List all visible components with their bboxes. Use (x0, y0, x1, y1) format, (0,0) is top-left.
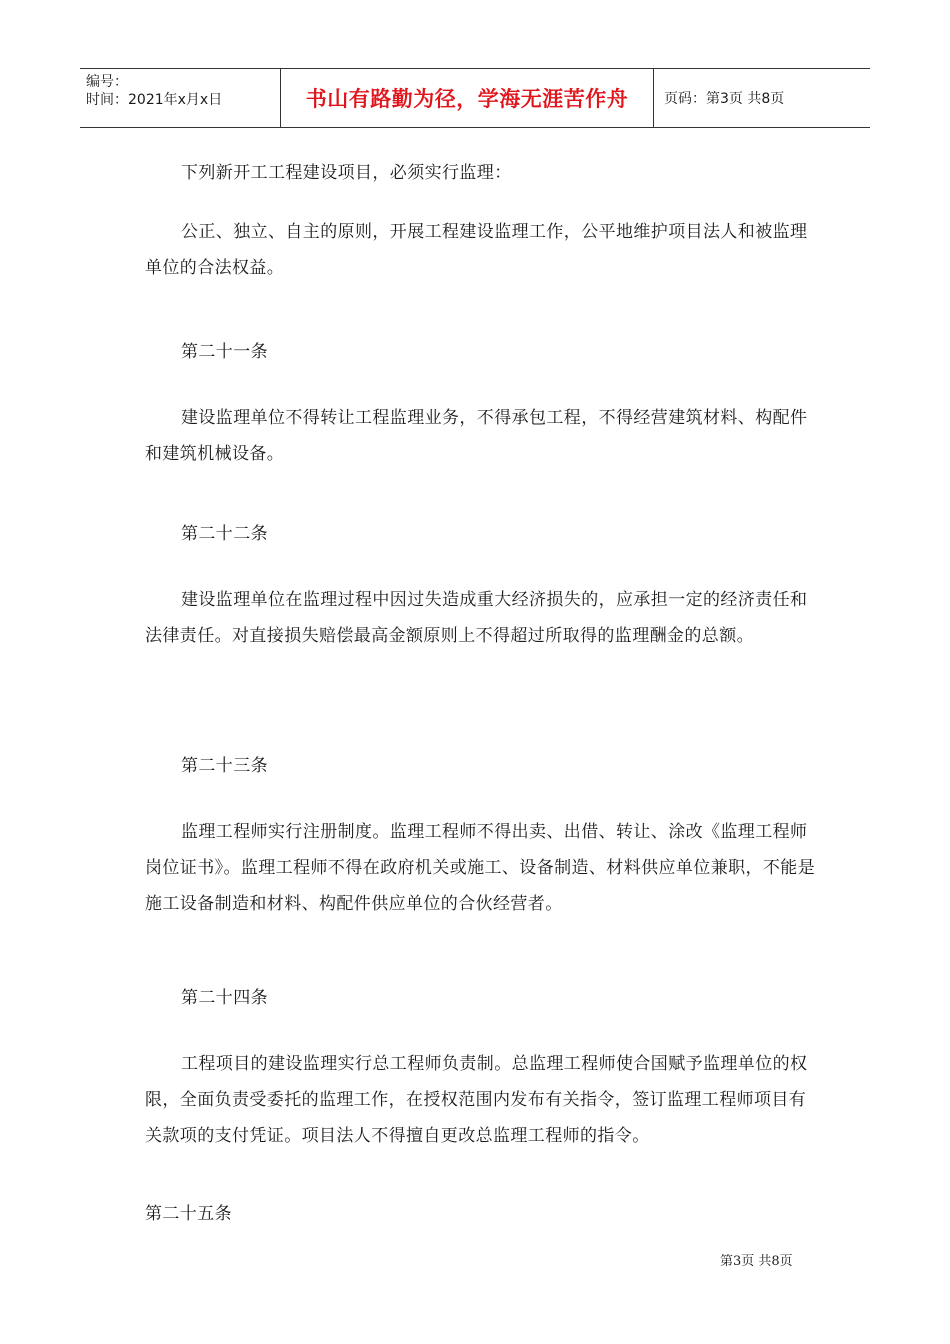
paragraph: 建设监理单位在监理过程中因过失造成重大经济损失的，应承担一定的经济责任和法律责任。对直接损失赔偿最高金额原则上不得超过所取得的监理酬金的总额。 (145, 590, 808, 646)
paragraph: 监理工程师实行注册制度。监理工程师不得出卖、出借、转让、涂改《监理工程师岗位证书》。监理工程师不得在政府机关或施工、设备制造、材料供应单位兼职，不能是施工设备制造和材料、构配件供应单位的合伙经营者。 (145, 822, 816, 914)
article-heading: 第二十四条 (181, 988, 268, 1008)
paragraph: 公正、独立、自主的原则，开展工程建设监理工作，公平地维护项目法人和被监理单位的合法权益。 (145, 222, 808, 278)
page-footer: 第3页 共8页 (720, 1254, 793, 1269)
article-heading: 第二十三条 (181, 756, 268, 776)
document-date: 时间：2021年x月x日 (86, 92, 223, 108)
article-heading: 第二十五条 (145, 1204, 232, 1224)
header-meta (80, 69, 281, 127)
paragraph: 建设监理单位不得转让工程监理业务，不得承包工程，不得经营建筑材料、构配件和建筑机械设备。 (145, 408, 808, 464)
article-heading: 第二十一条 (181, 342, 268, 362)
paragraph: 工程项目的建设监理实行总工程师负责制。总监理工程师使合国赋予监理单位的权限，全面负责受委托的监理工作，在授权范围内发布有关指令，签订监理工程师项目有关款项的支付凭证。项目法人不得擅自更改总监理工程师的指令。 (145, 1054, 808, 1146)
page-header (80, 68, 870, 128)
document-number-label: 编号： (86, 74, 128, 90)
header-page-number: 页码：第3页 共8页 (664, 91, 785, 107)
article-heading: 第二十二条 (181, 524, 268, 544)
paragraph: 下列新开工工程建设项目，必须实行监理： (181, 163, 512, 183)
header-motto: 书山有路勤为径，学海无涯苦作舟 (281, 69, 654, 127)
